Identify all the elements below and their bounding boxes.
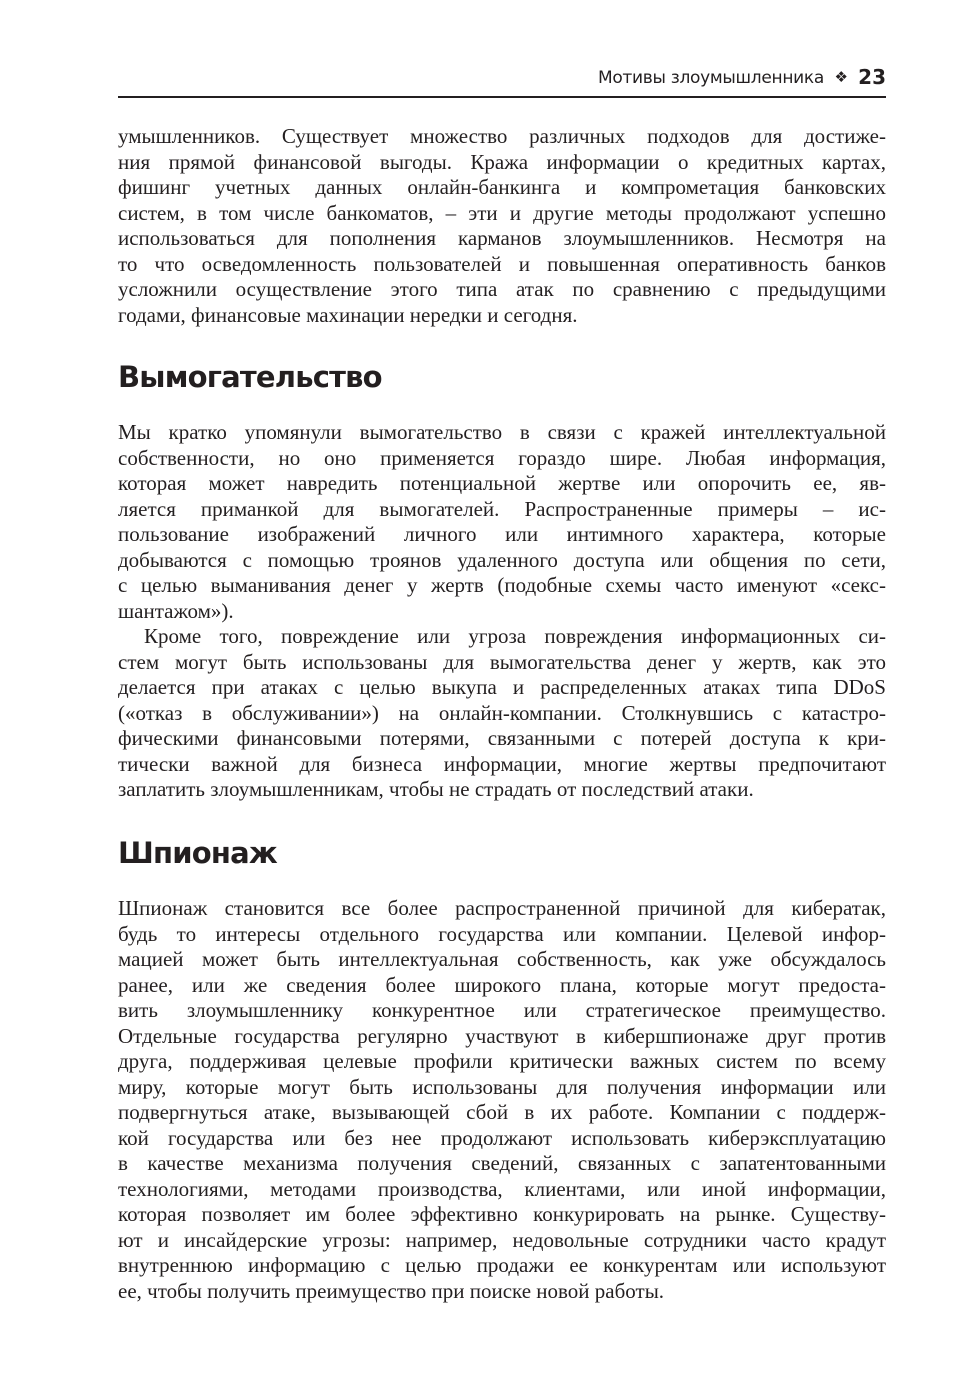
text-line: ляется приманкой для вымогателей. Распространенные примеры – ис-: [118, 496, 886, 521]
text-line: миру, которые могут быть использованы для получения информации или: [118, 1074, 886, 1099]
text-line: заплатить злоумышленникам, чтобы не страдать от последствий атаки.: [118, 777, 754, 801]
running-header: [118, 62, 886, 98]
text-line: которая позволяет им более эффективно конкурировать на рынке. Существу-: [118, 1202, 886, 1226]
text-line: стем могут быть использованы для вымогательства денег у жертв, как это: [118, 649, 886, 674]
text-line: кой государства или без нее продолжают использовать киберэксплуатацию: [118, 1125, 886, 1150]
text-line: Кроме того, повреждение или угроза повреждения информационных си-: [144, 624, 886, 648]
text-line: фишинг учетных данных онлайн-банкинга и компрометация банковских: [118, 175, 886, 199]
text-line: делается при атаках с целью выкупа и распределенных атаках типа DDoS: [118, 675, 886, 699]
section-heading-espionage: Шпионаж: [118, 836, 277, 870]
text-line: в качестве механизма получения сведений, связанных с запатентованными: [118, 1151, 886, 1175]
text-line: внутреннюю информацию с целью продажи ее конкурентам или используют: [118, 1253, 886, 1277]
paragraph: [118, 124, 886, 328]
text-line: ее, чтобы получить преимущество при поиске новой работы.: [118, 1278, 665, 1303]
text-line: вить злоумышленнику конкурентное или стратегическое преимущество.: [118, 998, 886, 1022]
text-line: ют и инсайдерские угрозы: например, недовольные сотрудники часто крадут: [118, 1227, 886, 1252]
text-line: ния прямой финансовой выгоды. Кража информации о кредитных картах,: [118, 149, 886, 174]
text-line: подвергнуться атаке, вызывающей сбой в их работе. Компании с поддерж-: [118, 1100, 886, 1124]
text-line: усложнили осуществление этого типа атак по сравнению с предыдущими: [118, 277, 886, 301]
text-line: технологиями, методами производства, клиентами, или иной информации,: [118, 1176, 886, 1201]
text-line: друга, поддерживая целевые профили критически важных систем по всему: [118, 1049, 886, 1073]
text-line: то что осведомленность пользователей и повышенная оперативность банков: [118, 251, 886, 276]
text-line: пользование изображений личного или интимного характера, которые: [118, 522, 886, 546]
text-line: систем, в том числе банкоматов, – эти и другие методы продолжают успешно: [118, 200, 886, 225]
text-line: фическими финансовыми потерями, связанными с потерей доступа к кри-: [118, 726, 886, 750]
text-line: шантажом»).: [118, 598, 234, 623]
running-title: Мотивы злоумышленника: [597, 68, 824, 88]
ornament-icon: ❖: [834, 68, 848, 86]
text-line: собственности, но оно применяется гораздо шире. Любая информация,: [118, 445, 886, 470]
page-number: 23: [858, 65, 886, 89]
text-line: Отдельные государства регулярно участвуют в кибершпионаже друг против: [118, 1023, 886, 1048]
text-line: годами, финансовые махинации нередки и сегодня.: [118, 302, 578, 327]
text-line: которая может навредить потенциальной жертве или опорочить ее, яв-: [118, 471, 886, 495]
text-line: («отказ в обслуживании») на онлайн-компании. Столкнувшись с катастро-: [118, 700, 886, 725]
section-heading-extortion: Вымогательство: [118, 360, 382, 394]
text-line: будь то интересы отдельного государства или компании. Целевой инфор-: [118, 921, 886, 946]
text-line: Шпионаж становится все более распространенной причиной для кибератак,: [118, 896, 886, 920]
text-line: мацией может быть интеллектуальная собственность, как уже обсуждалось: [118, 947, 886, 971]
text-line: добываются с помощью троянов удаленного доступа или общения по сети,: [118, 547, 886, 572]
text-line: умышленников. Существует множество различных подходов для достиже-: [118, 124, 886, 148]
text-line: тически важной для бизнеса информации, многие жертвы предпочитают: [118, 751, 886, 776]
text-line: использоваться для пополнения карманов злоумышленников. Несмотря на: [118, 226, 886, 250]
paragraph: [118, 624, 886, 803]
text-line: ранее, или же сведения более широкого плана, которые могут предоста-: [118, 972, 886, 997]
paragraph: [118, 420, 886, 624]
text-line: Мы кратко упомянули вымогательство в связи с кражей интеллектуальной: [118, 420, 886, 444]
paragraph: [118, 896, 886, 1304]
text-line: с целью выманивания денег у жертв (подобные схемы часто именуют «секс-: [118, 573, 886, 597]
